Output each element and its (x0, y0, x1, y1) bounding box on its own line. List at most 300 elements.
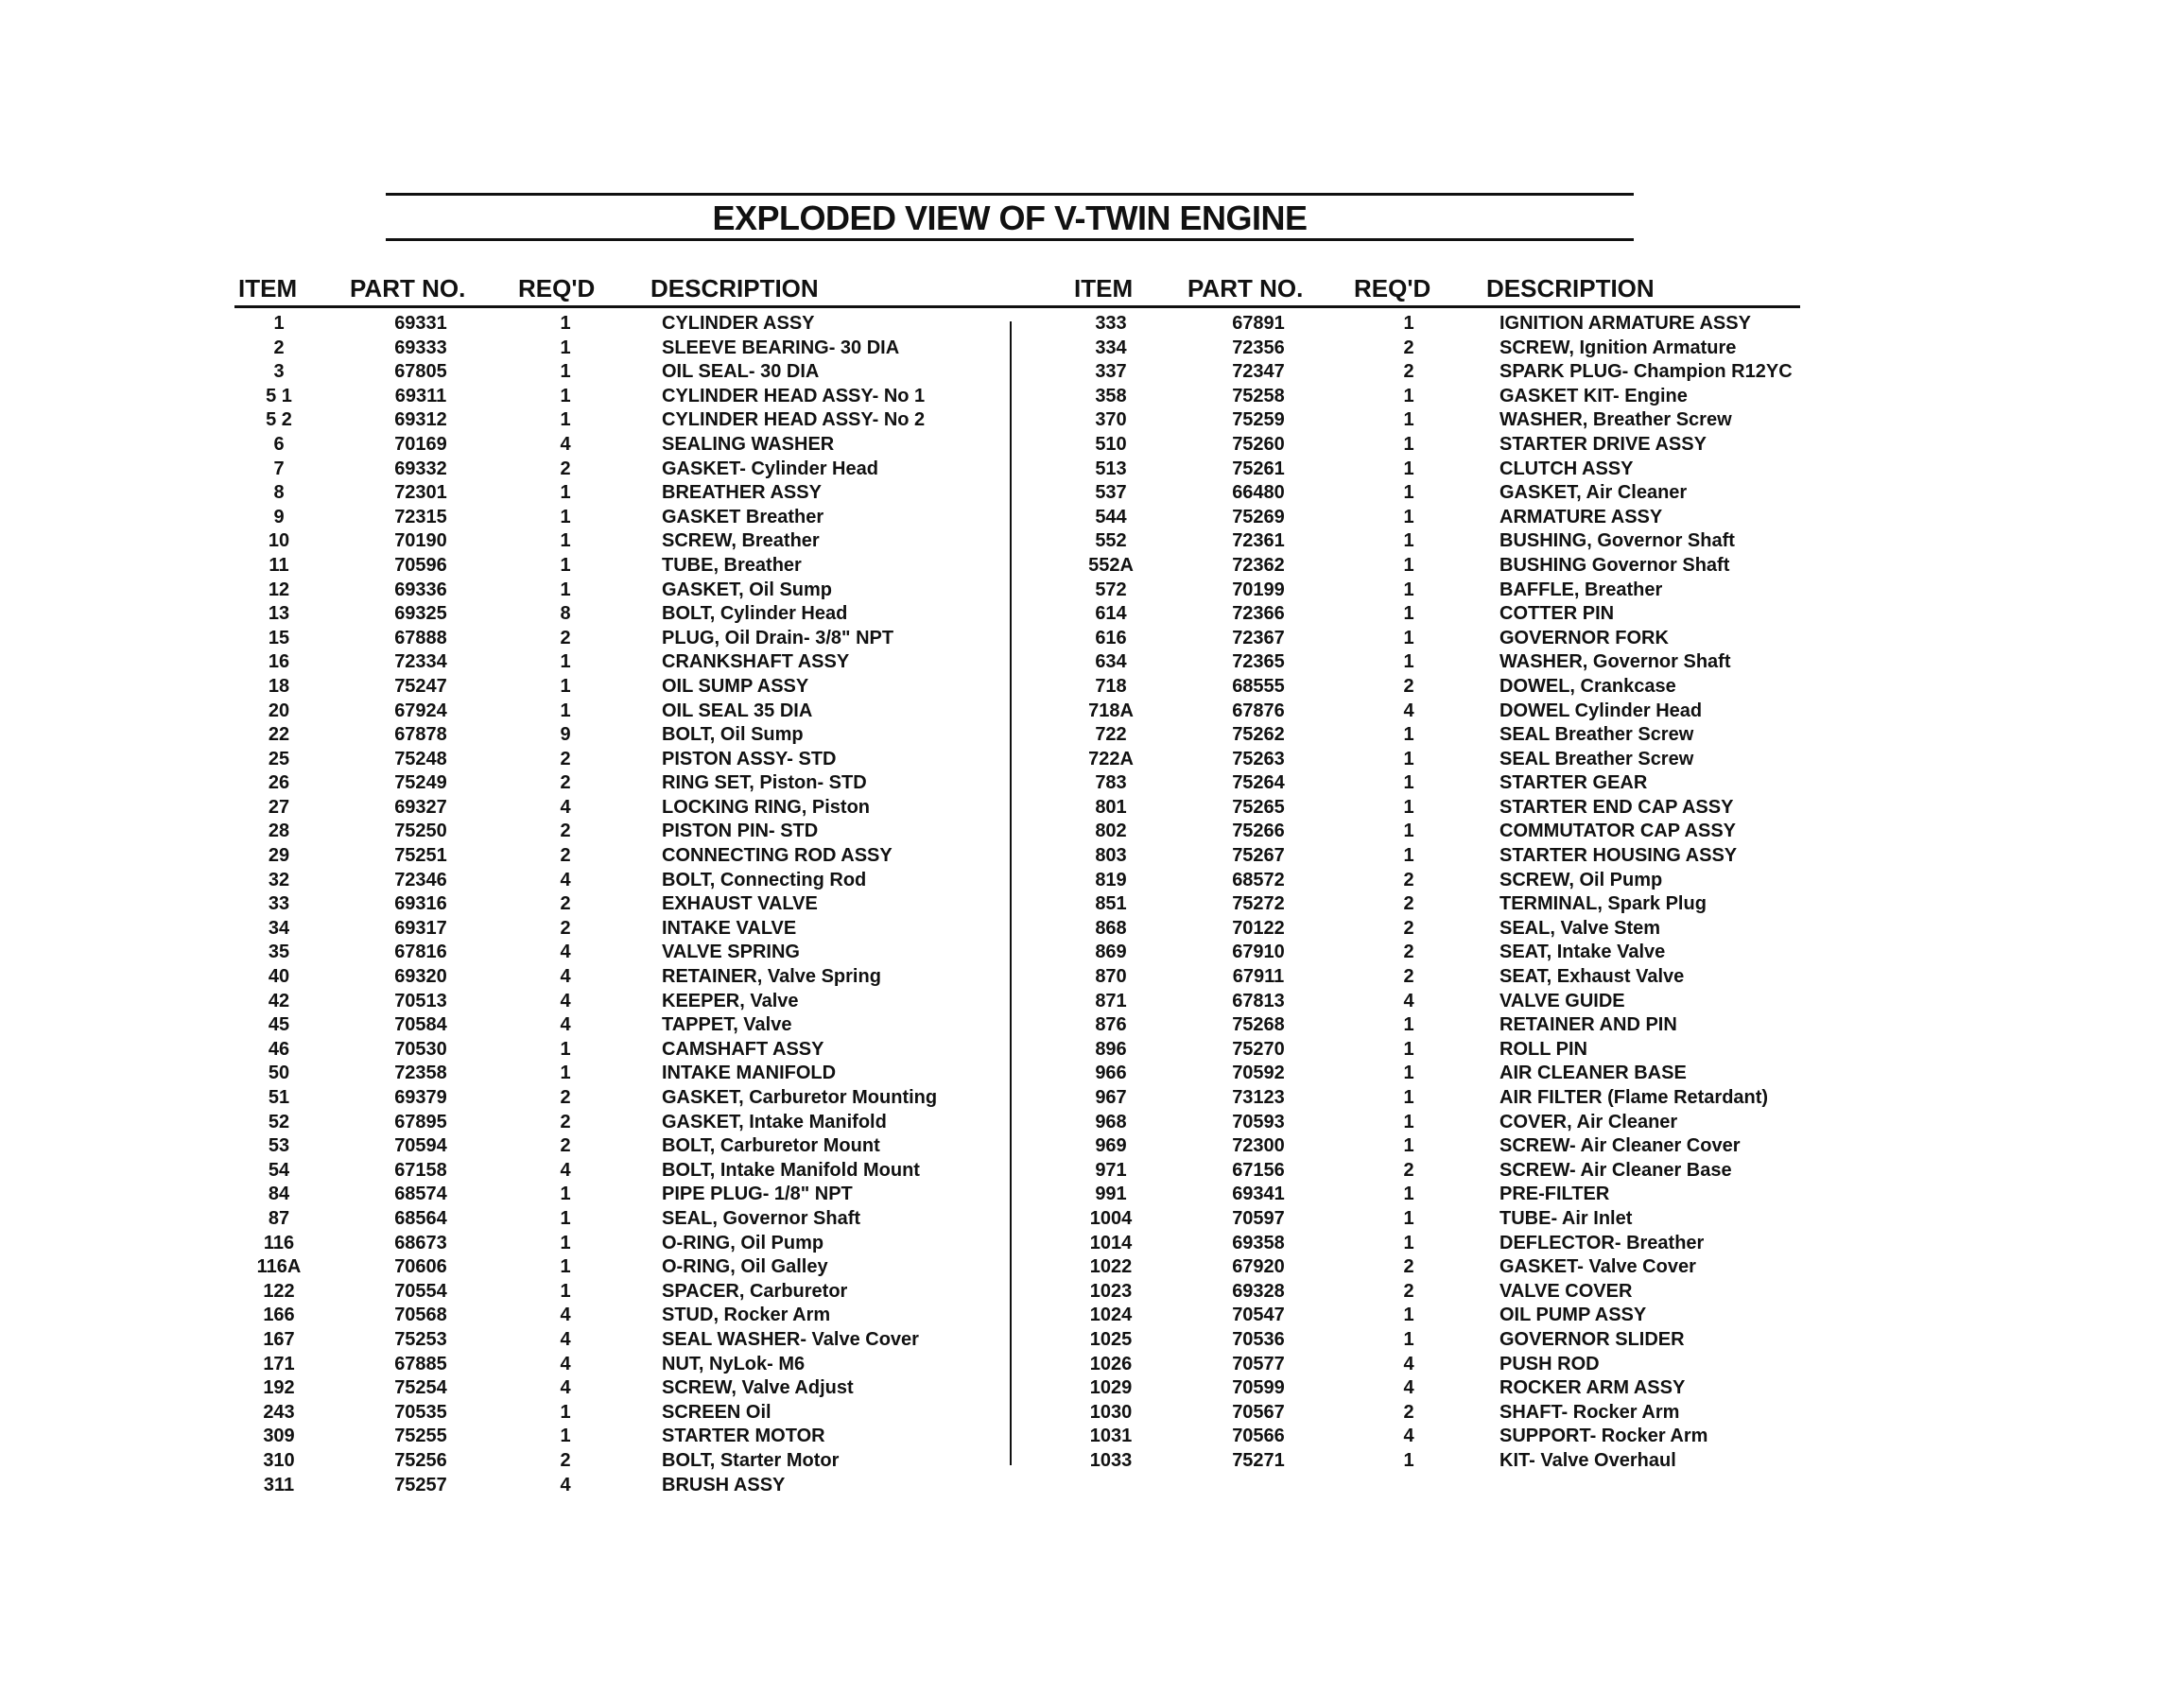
item-number: 25 (268, 748, 290, 769)
quantity-required: 2 (1403, 675, 1414, 697)
part-description: GASKET, Air Cleaner (1499, 482, 1688, 504)
part-number: 75262 (1232, 724, 1285, 746)
part-description: AIR CLEANER BASE (1499, 1063, 1687, 1084)
item-number: 801 (1095, 796, 1127, 818)
part-number: 75253 (394, 1328, 447, 1350)
item-number: 7 (273, 458, 285, 479)
item-number: 969 (1095, 1135, 1127, 1157)
part-description: STARTER HOUSING ASSY (1499, 845, 1738, 867)
part-description: STARTER GEAR (1499, 772, 1648, 794)
item-number: 370 (1095, 409, 1127, 431)
right-header-reqd: REQ'D (1354, 274, 1431, 302)
quantity-required: 2 (560, 627, 571, 648)
part-description: SEAL, Valve Stem (1499, 917, 1661, 939)
item-number: 166 (263, 1305, 295, 1326)
part-number: 75271 (1232, 1449, 1285, 1471)
part-number: 70513 (394, 990, 447, 1011)
part-description: SCREW- Air Cleaner Cover (1499, 1135, 1741, 1157)
quantity-required: 2 (1403, 337, 1414, 358)
item-number: 11 (269, 554, 289, 576)
quantity-required: 2 (560, 917, 571, 939)
quantity-required: 2 (560, 845, 571, 867)
item-number: 87 (268, 1207, 290, 1229)
quantity-required: 2 (1403, 917, 1414, 939)
item-number: 167 (263, 1328, 295, 1350)
quantity-required: 1 (560, 1232, 571, 1253)
part-number: 69317 (394, 917, 447, 939)
part-number: 69341 (1232, 1184, 1285, 1205)
item-number: 310 (263, 1449, 295, 1471)
part-number: 70190 (394, 530, 447, 552)
part-description: ARMATURE ASSY (1499, 506, 1663, 527)
part-number: 70577 (1232, 1353, 1285, 1374)
part-number: 70584 (394, 1014, 447, 1036)
item-number: 45 (268, 1014, 290, 1036)
part-number: 75247 (394, 675, 447, 697)
quantity-required: 1 (560, 1184, 571, 1205)
part-description: BUSHING, Governor Shaft (1499, 530, 1735, 552)
part-number: 75265 (1232, 796, 1285, 818)
part-number: 69311 (394, 385, 447, 406)
part-description: OIL SEAL 35 DIA (662, 700, 813, 721)
part-description: DEFLECTOR- Breather (1499, 1232, 1705, 1253)
part-description: PISTON PIN- STD (662, 821, 819, 842)
part-number: 75250 (394, 821, 447, 842)
part-description: KIT- Valve Overhaul (1499, 1449, 1676, 1471)
part-number: 75259 (1232, 409, 1285, 431)
part-description: VALVE GUIDE (1499, 990, 1625, 1011)
quantity-required: 4 (560, 796, 571, 818)
part-number: 72358 (394, 1063, 447, 1084)
part-description: LOCKING RING, Piston (662, 796, 870, 818)
quantity-required: 4 (560, 1014, 571, 1036)
part-description: VALVE SPRING (662, 942, 800, 963)
quantity-required: 1 (1403, 433, 1414, 455)
item-number: 967 (1095, 1087, 1127, 1108)
quantity-required: 2 (1403, 1401, 1414, 1423)
item-number: 510 (1095, 433, 1127, 455)
quantity-required: 1 (560, 337, 571, 358)
part-number: 67891 (1232, 313, 1285, 334)
part-description: CAMSHAFT ASSY (662, 1038, 824, 1060)
quantity-required: 4 (560, 1377, 571, 1399)
item-number: 28 (268, 821, 290, 842)
part-number: 69328 (1232, 1280, 1285, 1302)
item-number: 991 (1095, 1184, 1127, 1205)
part-number: 72346 (394, 869, 447, 890)
part-description: BAFFLE, Breather (1499, 579, 1663, 600)
part-number: 69327 (394, 796, 447, 818)
part-number: 70566 (1232, 1426, 1285, 1447)
part-description: SCREEN Oil (662, 1401, 771, 1423)
quantity-required: 1 (1403, 651, 1414, 673)
quantity-required: 1 (560, 506, 571, 527)
quantity-required: 1 (1403, 313, 1414, 334)
item-number: 16 (268, 651, 290, 673)
part-number: 75258 (1232, 385, 1285, 406)
item-number: 1004 (1089, 1207, 1133, 1229)
part-number: 72365 (1232, 651, 1285, 673)
item-number: 35 (268, 942, 290, 963)
part-description: O-RING, Oil Galley (662, 1256, 828, 1278)
quantity-required: 2 (1403, 1256, 1414, 1278)
quantity-required: 1 (1403, 530, 1414, 552)
page-title: EXPLODED VIEW OF V-TWIN ENGINE (712, 199, 1308, 237)
part-description: CLUTCH ASSY (1499, 458, 1634, 479)
quantity-required: 1 (560, 700, 571, 721)
quantity-required: 4 (560, 433, 571, 455)
quantity-required: 2 (560, 893, 571, 915)
quantity-required: 2 (560, 1135, 571, 1157)
item-number: 12 (268, 579, 290, 600)
part-number: 72362 (1232, 554, 1285, 576)
part-description: RETAINER, Valve Spring (662, 966, 881, 988)
item-number: 544 (1095, 506, 1127, 527)
part-description: SLEEVE BEARING- 30 DIA (662, 337, 900, 358)
item-number: 552A (1088, 554, 1134, 576)
part-description: PLUG, Oil Drain- 3/8" NPT (662, 627, 894, 648)
item-number: 1022 (1089, 1256, 1133, 1278)
item-number: 966 (1095, 1063, 1127, 1084)
part-description: SEAL Breather Screw (1499, 748, 1694, 769)
part-description: TAPPET, Valve (662, 1014, 792, 1036)
item-number: 5 2 (266, 409, 292, 431)
quantity-required: 1 (1403, 385, 1414, 406)
part-number: 69320 (394, 966, 447, 988)
part-number: 75261 (1232, 458, 1285, 479)
item-number: 868 (1095, 917, 1127, 939)
part-number: 70606 (394, 1256, 447, 1278)
part-description: BUSHING Governor Shaft (1499, 554, 1730, 576)
quantity-required: 1 (1403, 1063, 1414, 1084)
part-number: 70594 (394, 1135, 447, 1157)
part-description: SCREW- Air Cleaner Base (1499, 1159, 1732, 1181)
quantity-required: 1 (1403, 1111, 1414, 1132)
part-description: ROCKER ARM ASSY (1499, 1377, 1686, 1399)
quantity-required: 1 (560, 579, 571, 600)
part-number: 70122 (1232, 917, 1285, 939)
part-description: SUPPORT- Rocker Arm (1499, 1426, 1708, 1447)
quantity-required: 1 (560, 651, 571, 673)
part-number: 72300 (1232, 1135, 1285, 1157)
part-number: 72347 (1232, 361, 1285, 383)
right-header-item: ITEM (1074, 274, 1134, 302)
part-number: 70535 (394, 1401, 447, 1423)
item-number: 552 (1095, 530, 1127, 552)
item-number: 116A (256, 1256, 302, 1278)
part-number: 68555 (1232, 675, 1285, 697)
part-description: SEAL Breather Screw (1499, 724, 1694, 746)
quantity-required: 2 (1403, 361, 1414, 383)
part-number: 75266 (1232, 821, 1285, 842)
part-description: STARTER END CAP ASSY (1499, 796, 1734, 818)
quantity-required: 4 (1403, 1426, 1414, 1447)
part-number: 75256 (394, 1449, 447, 1471)
part-description: KEEPER, Valve (662, 990, 799, 1011)
quantity-required: 1 (1403, 554, 1414, 576)
item-number: 50 (268, 1063, 290, 1084)
quantity-required: 2 (560, 748, 571, 769)
part-description: BRUSH ASSY (662, 1474, 786, 1495)
part-description: DOWEL, Crankcase (1499, 675, 1676, 697)
part-description: SEAL WASHER- Valve Cover (662, 1328, 919, 1350)
quantity-required: 2 (1403, 966, 1414, 988)
item-number: 869 (1095, 942, 1127, 963)
quantity-required: 4 (560, 1328, 571, 1350)
item-number: 1030 (1089, 1401, 1133, 1423)
part-number: 75260 (1232, 433, 1285, 455)
item-number: 334 (1095, 337, 1127, 358)
part-number: 69325 (394, 603, 447, 625)
part-number: 67878 (394, 724, 447, 746)
item-number: 1024 (1089, 1305, 1133, 1326)
item-number: 851 (1095, 893, 1127, 915)
item-number: 802 (1095, 821, 1127, 842)
part-description: SPACER, Carburetor (662, 1280, 848, 1302)
item-number: 722 (1095, 724, 1127, 746)
part-number: 70547 (1232, 1305, 1285, 1326)
part-description: BREATHER ASSY (662, 482, 822, 504)
part-number: 75264 (1232, 772, 1285, 794)
item-number: 46 (268, 1038, 290, 1060)
part-description: GASKET, Oil Sump (662, 579, 833, 600)
item-number: 896 (1095, 1038, 1127, 1060)
item-number: 1 (273, 313, 285, 334)
item-number: 1029 (1089, 1377, 1133, 1399)
item-number: 311 (263, 1474, 295, 1495)
part-number: 75249 (394, 772, 447, 794)
quantity-required: 2 (560, 458, 571, 479)
left-header-description: DESCRIPTION (650, 274, 819, 302)
part-number: 72367 (1232, 627, 1285, 648)
item-number: 1025 (1089, 1328, 1133, 1350)
part-description: OIL SEAL- 30 DIA (662, 361, 820, 383)
part-description: GASKET KIT- Engine (1499, 385, 1688, 406)
part-number: 67911 (1232, 966, 1285, 988)
quantity-required: 4 (560, 990, 571, 1011)
part-number: 75248 (394, 748, 447, 769)
item-number: 34 (268, 917, 290, 939)
part-description: PIPE PLUG- 1/8" NPT (662, 1184, 853, 1205)
quantity-required: 4 (560, 942, 571, 963)
quantity-required: 9 (560, 724, 571, 746)
part-description: TERMINAL, Spark Plug (1499, 893, 1707, 915)
part-description: GOVERNOR SLIDER (1499, 1328, 1685, 1350)
part-number: 70554 (394, 1280, 447, 1302)
item-number: 9 (273, 506, 285, 527)
part-description: VALVE COVER (1499, 1280, 1633, 1302)
item-number: 20 (268, 700, 290, 721)
quantity-required: 1 (1403, 1014, 1414, 1036)
item-number: 53 (268, 1135, 290, 1157)
quantity-required: 4 (560, 1353, 571, 1374)
right-header-part-no: PART NO. (1187, 274, 1304, 302)
part-number: 66480 (1232, 482, 1285, 504)
part-description: STARTER DRIVE ASSY (1499, 433, 1707, 455)
part-number: 75251 (394, 845, 447, 867)
part-number: 67156 (1232, 1159, 1285, 1181)
quantity-required: 1 (1403, 1328, 1414, 1350)
quantity-required: 1 (1403, 1184, 1414, 1205)
part-number: 70593 (1232, 1111, 1285, 1132)
quantity-required: 1 (560, 1256, 571, 1278)
part-number: 75267 (1232, 845, 1285, 867)
item-number: 333 (1095, 313, 1127, 334)
item-number: 29 (268, 845, 290, 867)
part-number: 67924 (394, 700, 447, 721)
part-number: 69336 (394, 579, 447, 600)
quantity-required: 1 (1403, 1135, 1414, 1157)
quantity-required: 1 (560, 482, 571, 504)
title-rule-bottom (386, 238, 1634, 241)
item-number: 3 (273, 361, 285, 383)
item-number: 27 (268, 796, 290, 818)
part-description: SCREW, Breather (662, 530, 820, 552)
part-description: GASKET- Valve Cover (1499, 1256, 1696, 1278)
quantity-required: 1 (1403, 506, 1414, 527)
part-number: 72301 (394, 482, 447, 504)
part-number: 75263 (1232, 748, 1285, 769)
part-description: INTAKE VALVE (662, 917, 797, 939)
part-description: GASKET, Carburetor Mounting (662, 1087, 938, 1108)
item-number: 718A (1088, 700, 1134, 721)
part-description: TUBE, Breather (662, 554, 802, 576)
part-description: WASHER, Governor Shaft (1499, 651, 1731, 673)
part-number: 67885 (394, 1353, 447, 1374)
part-description: SCREW, Valve Adjust (662, 1377, 854, 1399)
part-number: 69333 (394, 337, 447, 358)
quantity-required: 1 (1403, 1449, 1414, 1471)
item-number: 783 (1095, 772, 1127, 794)
quantity-required: 1 (560, 1063, 571, 1084)
part-number: 70597 (1232, 1207, 1285, 1229)
item-number: 572 (1095, 579, 1127, 600)
part-description: COVER, Air Cleaner (1499, 1111, 1678, 1132)
quantity-required: 1 (560, 361, 571, 383)
part-number: 68564 (394, 1207, 447, 1229)
part-description: NUT, NyLok- M6 (662, 1353, 806, 1374)
item-number: 722A (1088, 748, 1134, 769)
part-number: 69331 (394, 313, 447, 334)
part-number: 69312 (394, 409, 447, 431)
item-number: 51 (268, 1087, 290, 1108)
quantity-required: 4 (1403, 700, 1414, 721)
header-underline (234, 305, 1800, 308)
part-description: GASKET, Intake Manifold (662, 1111, 887, 1132)
part-number: 75254 (394, 1377, 447, 1399)
quantity-required: 1 (1403, 796, 1414, 818)
item-number: 513 (1095, 458, 1127, 479)
quantity-required: 2 (560, 1111, 571, 1132)
part-description: GASKET Breather (662, 506, 824, 527)
item-number: 616 (1095, 627, 1127, 648)
part-number: 70169 (394, 433, 447, 455)
column-divider (1010, 321, 1012, 1465)
item-number: 32 (268, 869, 290, 890)
part-number: 70530 (394, 1038, 447, 1060)
part-number: 69316 (394, 893, 447, 915)
part-number: 70536 (1232, 1328, 1285, 1350)
item-number: 54 (268, 1159, 290, 1181)
part-number: 67920 (1232, 1256, 1285, 1278)
part-description: PUSH ROD (1499, 1353, 1600, 1374)
part-description: SEAT, Exhaust Valve (1499, 966, 1685, 988)
quantity-required: 1 (1403, 1038, 1414, 1060)
part-number: 68673 (394, 1232, 447, 1253)
part-description: PRE-FILTER (1499, 1184, 1610, 1205)
part-number: 72334 (394, 651, 447, 673)
item-number: 5 1 (266, 385, 292, 406)
item-number: 1023 (1089, 1280, 1133, 1302)
part-number: 67158 (394, 1159, 447, 1181)
part-description: DOWEL Cylinder Head (1499, 700, 1703, 721)
part-description: BOLT, Starter Motor (662, 1449, 840, 1471)
quantity-required: 2 (1403, 942, 1414, 963)
part-number: 67813 (1232, 990, 1285, 1011)
part-description: COTTER PIN (1499, 603, 1615, 625)
part-number: 75255 (394, 1426, 447, 1447)
quantity-required: 2 (560, 821, 571, 842)
item-number: 1033 (1089, 1449, 1133, 1471)
item-number: 22 (268, 724, 290, 746)
quantity-required: 4 (560, 1159, 571, 1181)
part-number: 73123 (1232, 1087, 1285, 1108)
part-number: 70599 (1232, 1377, 1285, 1399)
quantity-required: 4 (560, 966, 571, 988)
part-number: 75272 (1232, 893, 1285, 915)
item-number: 116 (263, 1232, 295, 1253)
part-number: 75269 (1232, 506, 1285, 527)
part-number: 67895 (394, 1111, 447, 1132)
part-description: BOLT, Cylinder Head (662, 603, 848, 625)
part-description: INTAKE MANIFOLD (662, 1063, 837, 1084)
part-description: SEALING WASHER (662, 433, 835, 455)
quantity-required: 4 (560, 1474, 571, 1495)
part-description: IGNITION ARMATURE ASSY (1499, 313, 1751, 334)
quantity-required: 4 (1403, 990, 1414, 1011)
item-number: 192 (263, 1377, 295, 1399)
part-number: 70568 (394, 1305, 447, 1326)
quantity-required: 1 (1403, 409, 1414, 431)
part-description: GASKET- Cylinder Head (662, 458, 878, 479)
part-description: CRANKSHAFT ASSY (662, 651, 850, 673)
part-description: ROLL PIN (1499, 1038, 1587, 1060)
part-number: 75270 (1232, 1038, 1285, 1060)
quantity-required: 4 (560, 869, 571, 890)
quantity-required: 1 (560, 554, 571, 576)
part-description: STUD, Rocker Arm (662, 1305, 831, 1326)
item-number: 537 (1095, 482, 1127, 504)
quantity-required: 4 (1403, 1377, 1414, 1399)
item-number: 84 (268, 1184, 290, 1205)
item-number: 33 (268, 893, 290, 915)
quantity-required: 1 (1403, 627, 1414, 648)
quantity-required: 2 (1403, 869, 1414, 890)
item-number: 1031 (1089, 1426, 1133, 1447)
quantity-required: 1 (560, 1426, 571, 1447)
item-number: 2 (273, 337, 285, 358)
item-number: 6 (273, 433, 285, 455)
item-number: 309 (263, 1426, 295, 1447)
part-number: 70567 (1232, 1401, 1285, 1423)
part-number: 68574 (394, 1184, 447, 1205)
quantity-required: 2 (1403, 1159, 1414, 1181)
quantity-required: 1 (560, 409, 571, 431)
quantity-required: 1 (560, 530, 571, 552)
quantity-required: 1 (1403, 772, 1414, 794)
item-number: 871 (1095, 990, 1127, 1011)
part-description: AIR FILTER (Flame Retardant) (1499, 1087, 1769, 1108)
